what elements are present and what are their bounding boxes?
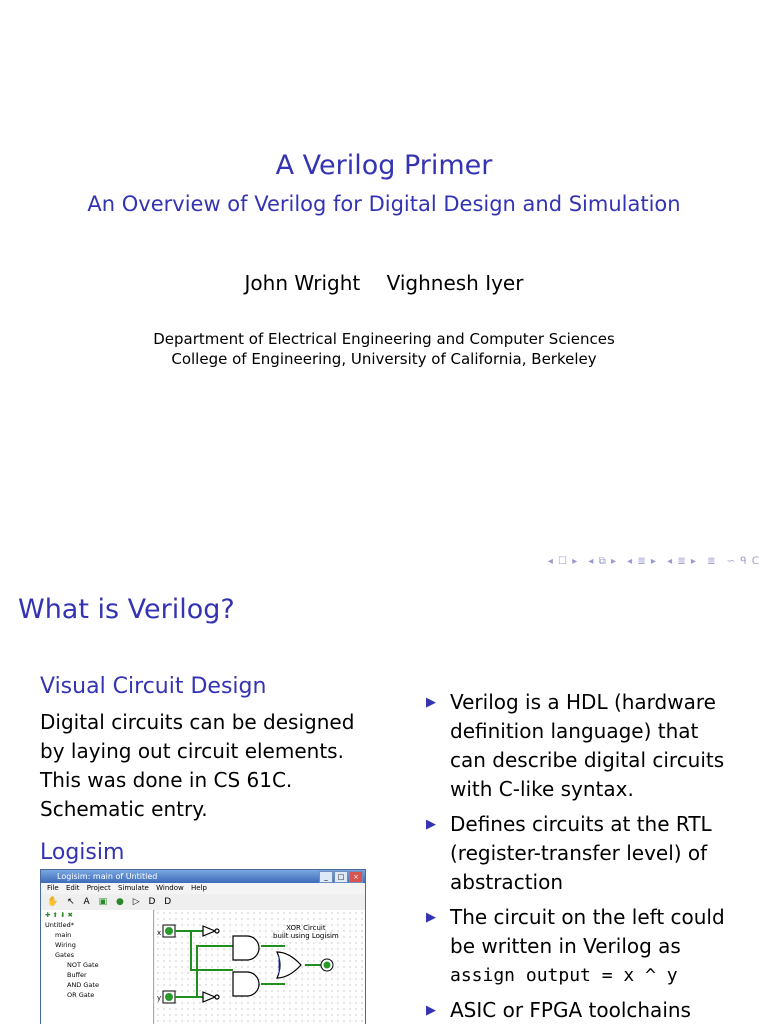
bullet-item — [422, 903, 762, 990]
tree-item-buffer[interactable]: Buffer — [67, 971, 87, 979]
bullet-line: Verilog is a HDL (hardware — [450, 690, 716, 714]
menu-project[interactable]: Project — [86, 884, 111, 892]
logisim-titlebar — [41, 870, 365, 883]
hand-tool-icon[interactable]: ✋ — [47, 897, 59, 907]
block-paragraph — [40, 708, 370, 824]
tree-item-or-gate[interactable]: OR Gate — [67, 991, 95, 999]
menu-simulate[interactable]: Simulate — [117, 884, 149, 892]
pin-tool-icon[interactable]: ▣ — [98, 897, 108, 907]
input-x-label: x — [157, 929, 162, 937]
nav-outline-icon[interactable]: ◂ ≣ ▸ — [667, 556, 697, 567]
paragraph-line: This was done in CS 61C. — [40, 768, 293, 792]
bullet-line: definition language) that — [450, 719, 699, 743]
menu-file[interactable]: File — [47, 884, 59, 892]
bullet-line: The circuit on the left could — [450, 905, 725, 929]
bullet-line: abstraction — [450, 870, 563, 894]
nav-frame-icon[interactable]: ◂ ☐ ▸ — [547, 556, 579, 567]
paragraph-line: Schematic entry. — [40, 797, 208, 821]
logisim-toolbar — [41, 894, 365, 911]
author-list — [0, 271, 768, 295]
block-title-visual-design: Visual Circuit Design — [40, 674, 267, 699]
logisim-explorer — [41, 910, 154, 1024]
logisim-screenshot — [40, 869, 366, 1024]
author-1: John Wright — [244, 271, 361, 295]
bullet-triangle-icon: ▶ — [426, 695, 436, 710]
tree-item-wiring[interactable]: Wiring — [55, 941, 76, 949]
input-y-label: y — [157, 994, 162, 1002]
not-gate-y — [203, 992, 215, 1002]
content-slide — [0, 578, 768, 1024]
bullet-list — [422, 688, 762, 1024]
bullet-item — [422, 996, 762, 1024]
verilog-code: assign output = x ^ y — [450, 965, 678, 986]
output-pin-icon[interactable]: ● — [115, 897, 124, 907]
nav-search-icon[interactable]: ∽ ᑫ ᑕ — [726, 556, 760, 567]
nav-align-icon[interactable]: ≣ — [707, 556, 717, 567]
bullet-item — [422, 688, 762, 804]
or-gate — [277, 952, 301, 978]
bullet-line: (register-transfer level) of — [450, 841, 708, 865]
input-pin-x-led — [165, 927, 173, 935]
logisim-menubar — [41, 883, 365, 894]
menu-help[interactable]: Help — [190, 884, 207, 892]
bullet-triangle-icon: ▶ — [426, 817, 436, 832]
presentation-subtitle: An Overview of Verilog for Digital Design and Simulation — [87, 192, 681, 216]
and-gate-top — [233, 936, 259, 960]
paragraph-line: Digital circuits can be designed — [40, 710, 355, 734]
logisim-window-title: Logisim: main of Untitled — [57, 872, 158, 881]
menu-edit[interactable]: Edit — [65, 884, 80, 892]
beamer-navigation — [542, 556, 760, 567]
window-controls — [319, 871, 363, 883]
not-gate-x — [203, 926, 215, 936]
presentation-title: A Verilog Primer — [275, 150, 493, 181]
xor-circuit-diagram — [155, 910, 365, 1024]
menu-window[interactable]: Window — [156, 884, 184, 892]
block-title-logisim: Logisim — [40, 840, 125, 865]
nav-subsection-icon[interactable]: ◂ ⧉ ▸ — [588, 556, 617, 567]
bullet-line: be written in Verilog as — [450, 934, 681, 958]
not-gate-tool-icon[interactable]: ▷ — [132, 897, 140, 907]
text-tool-icon[interactable]: A — [83, 897, 90, 907]
close-icon[interactable]: × — [349, 871, 363, 883]
bullet-line: Defines circuits at the RTL — [450, 812, 712, 836]
or-gate-tool-icon[interactable]: D — [164, 897, 172, 907]
tree-item-project[interactable]: Untitled* — [45, 921, 74, 929]
tree-item-not-gate[interactable]: NOT Gate — [67, 961, 99, 969]
circuit-note-line: built using Logisim — [273, 932, 339, 940]
bullet-line: with C-like syntax. — [450, 777, 634, 801]
maximize-icon[interactable]: □ — [334, 871, 348, 883]
frame-title: What is Verilog? — [18, 594, 235, 625]
select-tool-icon[interactable]: ↖ — [67, 897, 75, 907]
output-pin-led — [324, 962, 331, 969]
bullet-triangle-icon: ▶ — [426, 1003, 436, 1018]
tree-item-and-gate[interactable]: AND Gate — [67, 981, 99, 989]
bullet-line: can describe digital circuits — [450, 748, 725, 772]
and-gate-tool-icon[interactable]: D — [148, 897, 156, 907]
bullet-line: ASIC or FPGA toolchains — [450, 998, 691, 1022]
circuit-gates — [203, 926, 301, 1002]
tree-item-gates[interactable]: Gates — [55, 951, 74, 959]
explorer-toolbar: ✚ ⬆ ⬇ ✖ — [45, 911, 73, 919]
paragraph-line: by laying out circuit elements. — [40, 739, 344, 763]
bullet-triangle-icon: ▶ — [426, 910, 436, 925]
circuit-note-line: XOR Circuit — [286, 924, 326, 932]
logisim-canvas[interactable] — [155, 910, 365, 1024]
input-pin-y-led — [165, 993, 173, 1001]
tree-item-main[interactable]: main — [55, 931, 72, 939]
nav-section-icon[interactable]: ◂ ≣ ▸ — [627, 556, 657, 567]
minimize-icon[interactable]: _ — [319, 871, 333, 883]
bullet-item — [422, 810, 762, 897]
author-2: Vighnesh Iyer — [386, 271, 524, 295]
institution-line-1: Department of Electrical Engineering and Computer Sciences — [153, 330, 615, 348]
and-gate-bottom — [233, 972, 259, 996]
institution-line-2: College of Engineering, University of California, Berkeley — [171, 350, 597, 368]
